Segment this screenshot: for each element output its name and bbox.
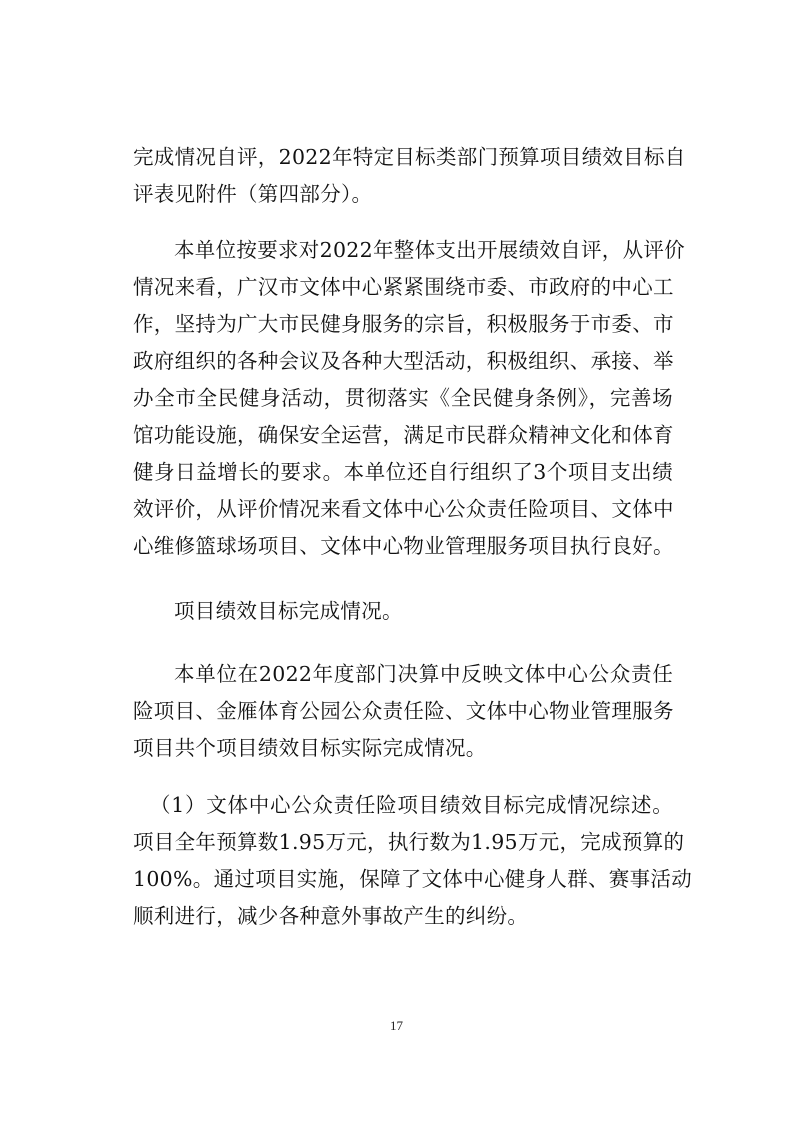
paragraph-line: （1）文体中心公众责任险项目绩效目标完成情况综述。	[150, 793, 673, 817]
paragraph-line: 作，坚持为广大市民健身服务的宗旨，积极服务于市委、市	[133, 312, 674, 336]
paragraph-line: 馆功能设施，确保安全运营，满足市民群众精神文化和体育	[133, 423, 674, 447]
paragraph-line: 办全市全民健身活动，贯彻落实《全民健身条例》，完善场	[133, 386, 673, 410]
paragraph-line: 本单位按要求对2022年整体支出开展绩效自评，从评价	[174, 238, 685, 262]
paragraph-line: 评表见附件（第四部分）。	[133, 182, 373, 206]
paragraph-line: 险项目、金雁体育公园公众责任险、文体中心物业管理服务	[133, 699, 674, 723]
paragraph-line: 顺利进行，减少各种意外事故产生的纠纷。	[133, 904, 529, 928]
paragraph-line: 项目共个项目绩效目标实际完成情况。	[133, 736, 487, 760]
page-number: 17	[390, 1018, 403, 1033]
paragraph-line: 政府组织的各种会议及各种大型活动，积极组织、承接、举	[133, 349, 674, 373]
paragraph-line: 项目全年预算数1.95万元，执行数为1.95万元，完成预算的	[133, 830, 685, 854]
paragraph-line: 心维修篮球场项目、文体中心物业管理服务项目执行良好。	[133, 534, 674, 558]
paragraph-line: 情况来看，广汉市文体中心紧紧围绕市委、市政府的中心工	[133, 275, 674, 299]
paragraph-line: 效评价，从评价情况来看文体中心公众责任险项目、文体中	[133, 497, 674, 521]
paragraph-line: 本单位在2022年度部门决算中反映文体中心公众责任	[174, 662, 673, 686]
paragraph-line: 健身日益增长的要求。本单位还自行组织了3个项目支出绩	[133, 460, 673, 484]
paragraph-line: 项目绩效目标完成情况。	[174, 599, 403, 623]
paragraph-line: 100%。通过项目实施，保障了文体中心健身人群、赛事活动	[133, 867, 693, 891]
paragraph-line: 完成情况自评，2022年特定目标类部门预算项目绩效目标自	[133, 145, 686, 169]
